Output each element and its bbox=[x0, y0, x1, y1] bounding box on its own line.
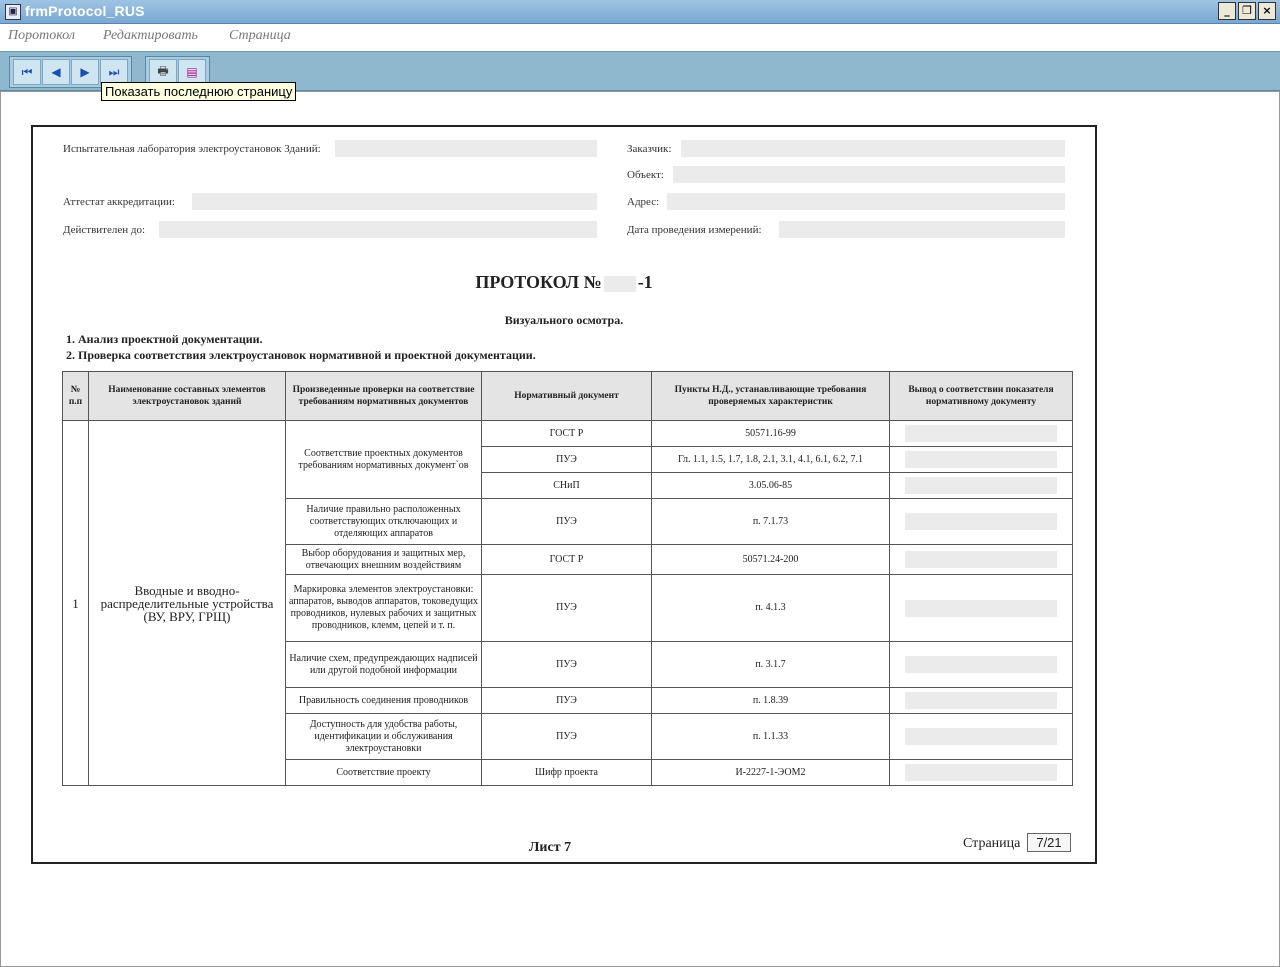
app-icon: ▣ bbox=[5, 4, 21, 20]
lab-label: Испытательная лаборатория электроустановок Зданий: bbox=[63, 143, 321, 155]
window-title-bar bbox=[0, 0, 1280, 24]
previous-page-icon: ◀ bbox=[51, 65, 61, 79]
doc-cell: ПУЭ bbox=[482, 447, 652, 473]
doc-cell: ГОСТ Р bbox=[482, 421, 652, 447]
last-page-icon: ⏭ bbox=[108, 64, 120, 79]
verdict-cell bbox=[890, 473, 1073, 499]
verdict-field bbox=[905, 692, 1057, 709]
window-title: frmProtocol_RUS bbox=[25, 3, 145, 19]
check-cell: Наличие схем, предупреждающих надписей или другой подобной информации bbox=[286, 642, 482, 688]
verdict-cell bbox=[890, 499, 1073, 545]
tooltip: Показать последнюю страницу bbox=[101, 82, 296, 101]
col-header-checks: Произведенные проверки на соответствие требованиям нормативных документов bbox=[286, 372, 482, 421]
check-cell: Правильность соединения проводников bbox=[286, 688, 482, 714]
clause-cell: И-2227-1-ЭОМ2 bbox=[652, 760, 890, 786]
col-header-document: Нормативный документ bbox=[482, 372, 652, 421]
doc-cell: ПУЭ bbox=[482, 714, 652, 760]
page-indicator: 7/21 bbox=[1027, 833, 1071, 852]
print-icon: 🖶 bbox=[157, 63, 169, 78]
check-cell: Соответствие проектных документов требованиям нормативных документ`ов bbox=[286, 421, 482, 499]
verdict-cell bbox=[890, 421, 1073, 447]
close-button[interactable]: × bbox=[1258, 2, 1276, 20]
element-name-cell: Вводные и вводно-распределительные устройства (ВУ, ВРУ, ГРЩ) bbox=[89, 421, 286, 786]
menu-bar bbox=[0, 24, 1280, 50]
table-header-row bbox=[63, 372, 1073, 421]
accreditation-label: Аттестат аккредитации: bbox=[63, 196, 175, 208]
clause-cell: п. 1.8.39 bbox=[652, 688, 890, 714]
verdict-field bbox=[905, 451, 1057, 468]
clause-cell: п. 7.1.73 bbox=[652, 499, 890, 545]
measurement-date-field bbox=[779, 221, 1065, 238]
object-field bbox=[673, 166, 1065, 183]
previous-page-button[interactable] bbox=[42, 59, 70, 85]
protocol-number-field bbox=[604, 276, 636, 292]
customer-field bbox=[681, 140, 1065, 157]
verdict-cell bbox=[890, 760, 1073, 786]
clause-cell: п. 4.1.3 bbox=[652, 575, 890, 642]
verdict-cell bbox=[890, 575, 1073, 642]
col-header-number: № п.п bbox=[63, 372, 89, 421]
protocol-title bbox=[33, 272, 1095, 293]
lab-field bbox=[335, 140, 597, 157]
window-controls bbox=[1218, 2, 1276, 20]
table-row bbox=[63, 421, 1073, 447]
export-icon: ▤ bbox=[186, 65, 198, 79]
next-page-icon: ▶ bbox=[80, 65, 90, 79]
check-cell: Выбор оборудования и защитных мер, отвечающих внешним воздействиям bbox=[286, 545, 482, 575]
verdict-cell bbox=[890, 447, 1073, 473]
measurement-date-label: Дата проведения измерений: bbox=[627, 224, 762, 236]
doc-cell: ПУЭ bbox=[482, 688, 652, 714]
verdict-field bbox=[905, 513, 1057, 530]
menu-protocol[interactable]: Поротокол bbox=[8, 28, 75, 43]
verdict-field bbox=[905, 551, 1057, 568]
clause-cell: 3.05.06-85 bbox=[652, 473, 890, 499]
clause-cell: п. 1.1.33 bbox=[652, 714, 890, 760]
verdict-field bbox=[905, 425, 1057, 442]
first-page-button[interactable] bbox=[13, 59, 41, 85]
verdict-field bbox=[905, 728, 1057, 745]
list-item: 1. Анализ проектной документации. bbox=[66, 332, 263, 346]
page-label: Страница bbox=[963, 836, 1021, 851]
col-header-clauses: Пункты Н.Д., устанавливающие требования проверяемых характеристик bbox=[652, 372, 890, 421]
clause-cell: Гл. 1.1, 1.5, 1.7, 1.8, 2.1, 3.1, 4.1, 6.1, 6.2, 7.1 bbox=[652, 447, 890, 473]
next-page-button[interactable] bbox=[71, 59, 99, 85]
verdict-cell bbox=[890, 714, 1073, 760]
object-label: Объект: bbox=[627, 169, 664, 181]
valid-until-label: Действителен до: bbox=[63, 224, 146, 236]
verdict-field bbox=[905, 764, 1057, 781]
row-number-cell: 1 bbox=[63, 421, 89, 786]
check-cell: Маркировка элементов электроустановки: аппаратов, выводов аппаратов, токоведущих проводников, нулевых рабочих и защитных проводников, клемм, цепей и т. п. bbox=[286, 575, 482, 642]
doc-cell: Шифр проекта bbox=[482, 760, 652, 786]
first-page-icon: ⏮ bbox=[21, 64, 33, 79]
col-header-verdict: Вывод о соответствии показателя нормативному документу bbox=[890, 372, 1073, 421]
protocol-table bbox=[62, 371, 1073, 786]
restore-button[interactable]: ❐ bbox=[1238, 2, 1256, 20]
doc-cell: ГОСТ Р bbox=[482, 545, 652, 575]
menu-edit[interactable]: Редактировать bbox=[103, 28, 198, 43]
valid-until-field bbox=[159, 221, 597, 238]
address-field bbox=[667, 193, 1065, 210]
verdict-cell bbox=[890, 545, 1073, 575]
sheet-number: Лист 7 bbox=[529, 840, 572, 855]
accreditation-field bbox=[192, 193, 597, 210]
customer-label: Заказчик: bbox=[627, 143, 672, 155]
clause-cell: п. 3.1.7 bbox=[652, 642, 890, 688]
check-cell: Соответствие проекту bbox=[286, 760, 482, 786]
check-cell: Наличие правильно расположенных соответствующих отключающих и отделяющих аппаратов bbox=[286, 499, 482, 545]
doc-cell: ПУЭ bbox=[482, 642, 652, 688]
protocol-title-prefix: ПРОТОКОЛ № bbox=[475, 272, 602, 292]
clause-cell: 50571.16-99 bbox=[652, 421, 890, 447]
protocol-title-suffix: -1 bbox=[637, 272, 653, 292]
col-header-element: Наименование составных элементов электроустановок зданий bbox=[89, 372, 286, 421]
menu-page[interactable]: Страница bbox=[229, 28, 291, 43]
verdict-field bbox=[905, 477, 1057, 494]
protocol-subtitle: Визуального осмотра. bbox=[504, 313, 624, 327]
protocol-page bbox=[31, 125, 1097, 864]
doc-cell: ПУЭ bbox=[482, 575, 652, 642]
minimize-button[interactable]: _ bbox=[1218, 2, 1236, 20]
verdict-cell bbox=[890, 688, 1073, 714]
check-cell: Доступность для удобства работы, идентификации и обслуживания электроустановки bbox=[286, 714, 482, 760]
doc-cell: СНиП bbox=[482, 473, 652, 499]
address-label: Адрес: bbox=[627, 196, 660, 208]
doc-cell: ПУЭ bbox=[482, 499, 652, 545]
verdict-field bbox=[905, 600, 1057, 617]
verdict-field bbox=[905, 656, 1057, 673]
verdict-cell bbox=[890, 642, 1073, 688]
clause-cell: 50571.24-200 bbox=[652, 545, 890, 575]
list-item: 2. Проверка соответствия электроустановок нормативной и проектной документации. bbox=[66, 348, 536, 362]
